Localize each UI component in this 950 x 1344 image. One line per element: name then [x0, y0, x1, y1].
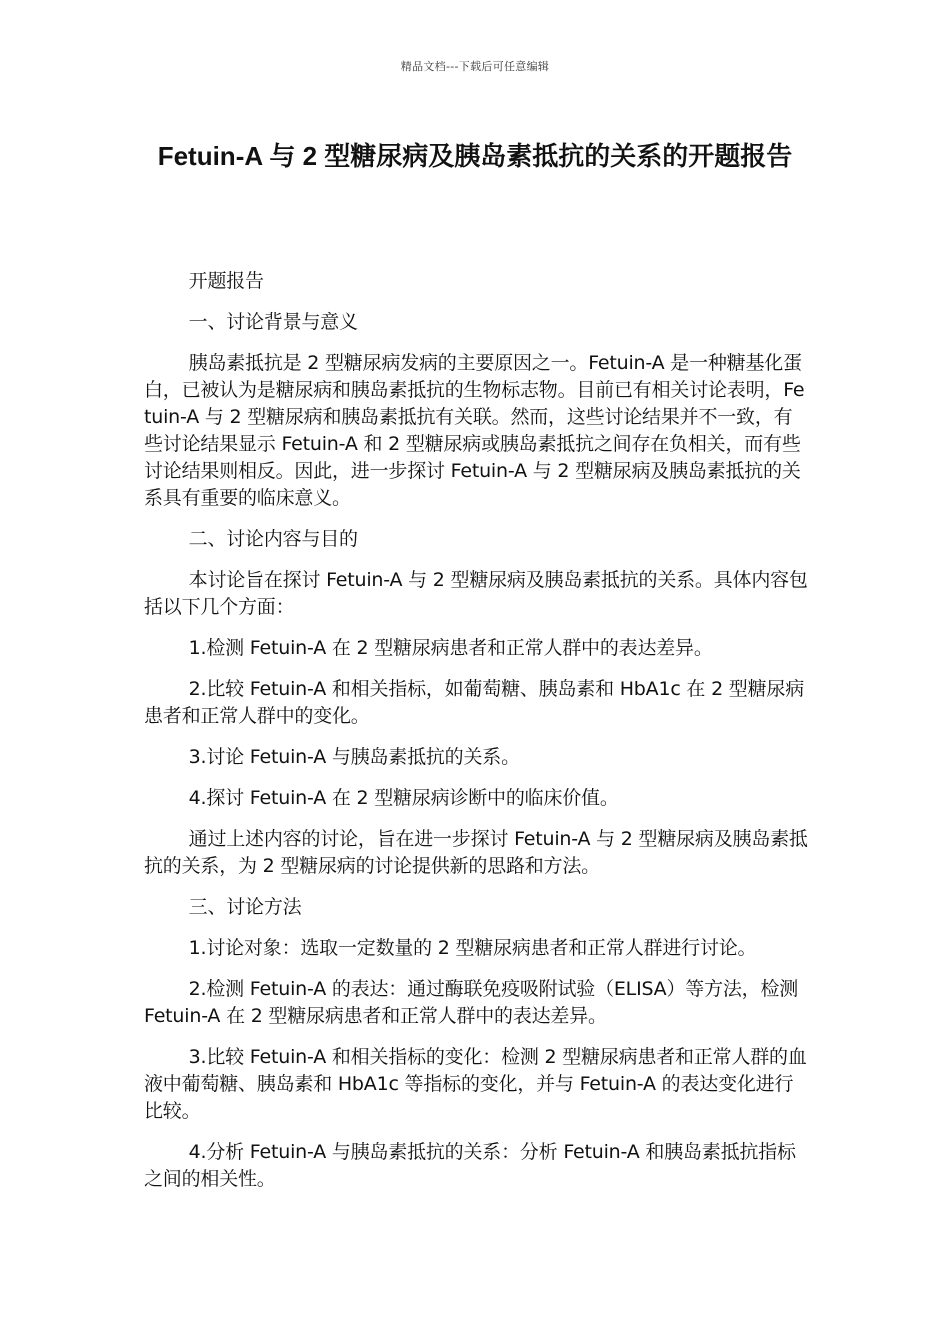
list-item-method-3: 3.比较 Fetuin-A 和相关指标的变化：检测 2 型糖尿病患者和正常人群的血液中葡萄糖、胰岛素和 HbA1c 等指标的变化，并与 Fetuin-A 的表达变化进行比较。 — [144, 1046, 807, 1122]
list-item-content-4: 4.探讨 Fetuin-A 在 2 型糖尿病诊断中的临床价值。 — [188, 787, 619, 809]
section-heading-background: 一、讨论背景与意义 — [188, 311, 358, 333]
list-item-method-2: 2.检测 Fetuin-A 的表达：通过酶联免疫吸附试验（ELISA）等方法，检测 Fetuin-A 在 2 型糖尿病患者和正常人群中的表达差异。 — [144, 978, 799, 1027]
section-label-report: 开题报告 — [188, 270, 264, 292]
list-item-content-1: 1.检测 Fetuin-A 在 2 型糖尿病患者和正常人群中的表达差异。 — [188, 637, 713, 659]
page-header-note: 精品文档---下载后可任意编辑 — [400, 60, 550, 73]
document-body — [144, 268, 808, 1207]
section-heading-content: 二、讨论内容与目的 — [188, 528, 358, 550]
section-heading-methods: 三、讨论方法 — [188, 896, 302, 918]
paragraph-background: 胰岛素抵抗是 2 型糖尿病发病的主要原因之一。Fetuin-A 是一种糖基化蛋白，已被认为是糖尿病和胰岛素抵抗的生物标志物。目前已有相关讨论表明，Fetuin-A 与 2 型糖尿病和胰岛素抵抗有关联。然而，这些讨论结果并不一致，有些讨论结果显示 Fetuin-A 和 2 型糖尿病或胰岛素抵抗之间存在负相关，而有些讨论结果则相反。因此，进一步探讨 Fetuin-A 与 2 型糖尿病及胰岛素抵抗的关系具有重要的临床意义。 — [144, 352, 805, 509]
list-item-content-2: 2.比较 Fetuin-A 和相关指标，如葡萄糖、胰岛素和 HbA1c 在 2 型糖尿病患者和正常人群中的变化。 — [144, 678, 805, 727]
list-item-content-3: 3.讨论 Fetuin-A 与胰岛素抵抗的关系。 — [188, 746, 520, 768]
list-item-method-4: 4.分析 Fetuin-A 与胰岛素抵抗的关系：分析 Fetuin-A 和胰岛素抵抗指标之间的相关性。 — [144, 1141, 796, 1190]
list-item-method-1: 1.讨论对象：选取一定数量的 2 型糖尿病患者和正常人群进行讨论。 — [188, 937, 757, 959]
paragraph-content-summary: 通过上述内容的讨论，旨在进一步探讨 Fetuin-A 与 2 型糖尿病及胰岛素抵抗的关系，为 2 型糖尿病的讨论提供新的思路和方法。 — [144, 828, 808, 877]
paragraph-content-intro: 本讨论旨在探讨 Fetuin-A 与 2 型糖尿病及胰岛素抵抗的关系。具体内容包括以下几个方面： — [144, 569, 808, 618]
document-title: Fetuin-A 与 2 型糖尿病及胰岛素抵抗的关系的开题报告 — [157, 141, 793, 171]
